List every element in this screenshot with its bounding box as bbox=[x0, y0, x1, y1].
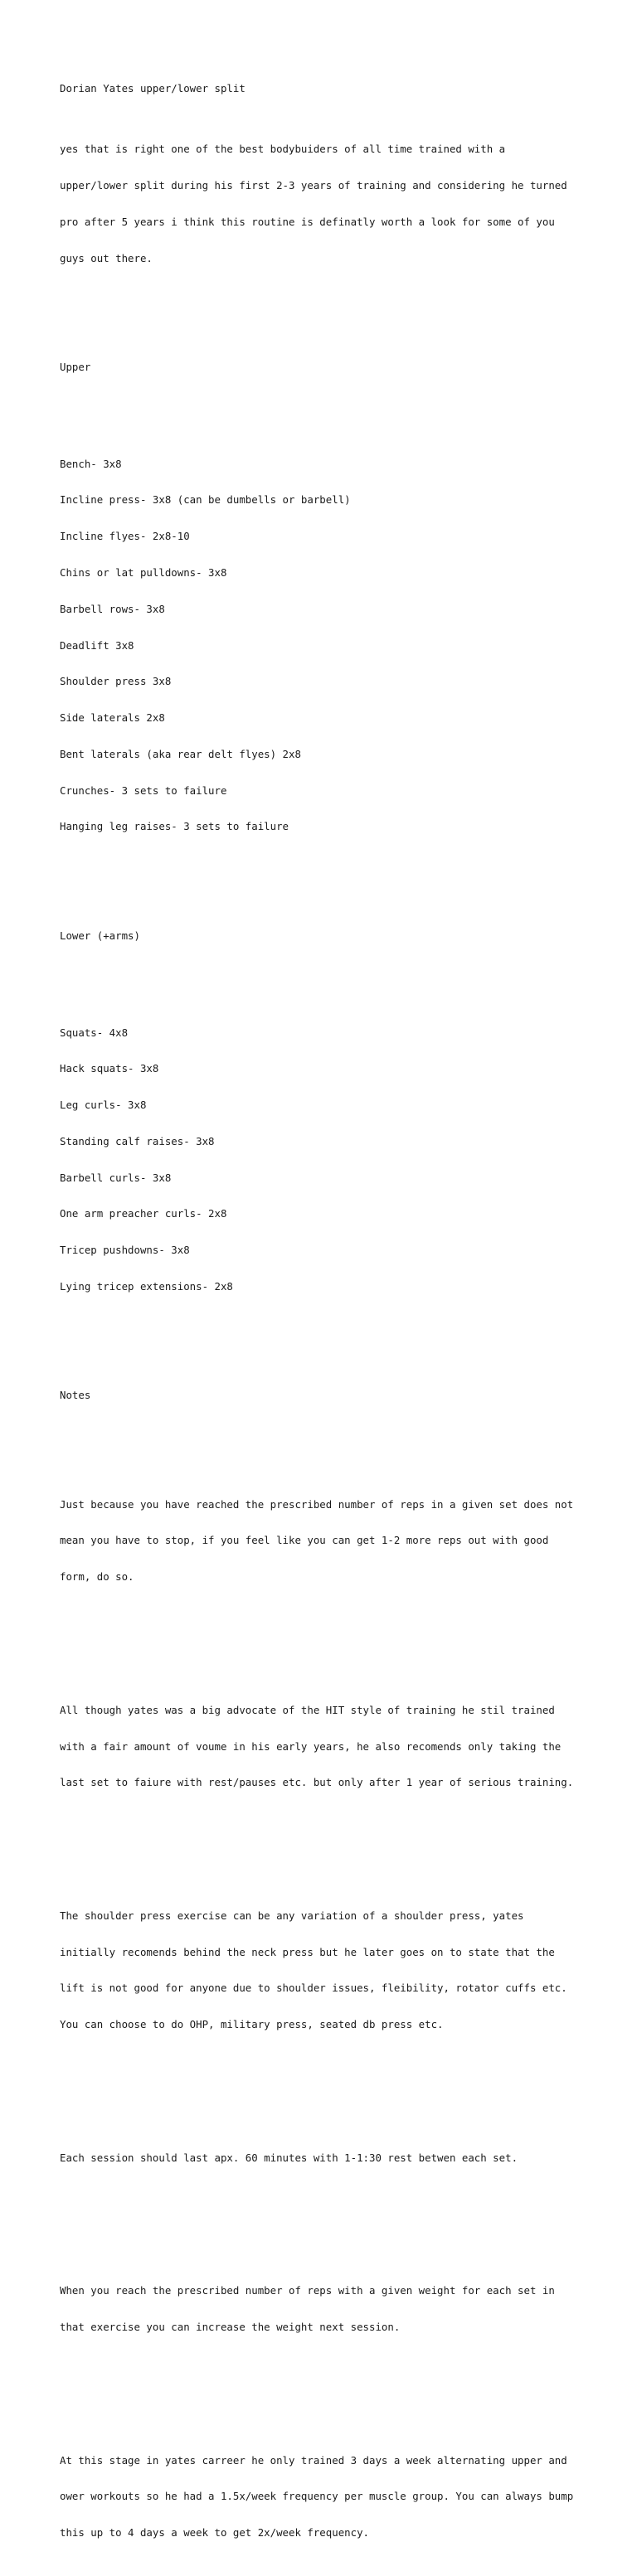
spacer bbox=[60, 398, 607, 410]
note-line: lift is not good for anyone due to shoulder issues, fleibility, rotator cuffs etc. bbox=[60, 1982, 567, 1995]
note-line: initially recomends behind the neck press but he later goes on to state that the bbox=[60, 1945, 555, 1958]
lower-exercise-list bbox=[60, 1002, 607, 1317]
intro-paragraph bbox=[60, 119, 607, 289]
spacer bbox=[60, 2213, 607, 2225]
spacer bbox=[60, 1837, 607, 1850]
spacer bbox=[60, 2382, 607, 2394]
intro-line: yes that is right one of the best bodybuiders of all time trained with a bbox=[60, 143, 506, 156]
lower-heading: Lower (+arms) bbox=[60, 929, 140, 942]
spacer bbox=[60, 2079, 607, 2092]
spacer bbox=[60, 1632, 607, 1644]
note-paragraph bbox=[60, 1886, 607, 2055]
exercise-item: Incline press- 3x8 (can be dumbells or barbell) bbox=[60, 493, 351, 507]
document-title: Dorian Yates upper/lower split bbox=[60, 82, 246, 95]
spacer bbox=[60, 967, 607, 979]
note-line: form, do so. bbox=[60, 1570, 134, 1584]
note-line: You can choose to do OHP, military press, seated db press etc. bbox=[60, 2018, 444, 2031]
intro-line: guys out there. bbox=[60, 251, 153, 264]
note-line: this up to 4 days a week to get 2x/week frequency. bbox=[60, 2526, 369, 2540]
intro-line: pro after 5 years i think this routine is definatly worth a look for some of you bbox=[60, 215, 555, 228]
note-line: last set to faiure with rest/pauses etc. but only after 1 year of serious training. bbox=[60, 1776, 574, 1789]
exercise-item: Barbell curls- 3x8 bbox=[60, 1171, 172, 1184]
spacer bbox=[60, 1426, 607, 1438]
note-paragraph bbox=[60, 1681, 607, 1814]
note-line: Each session should last apx. 60 minutes with 1-1:30 rest betwen each set. bbox=[60, 2151, 518, 2164]
note-paragraph bbox=[60, 2128, 607, 2189]
note-paragraph bbox=[60, 2430, 607, 2564]
document-page bbox=[60, 59, 607, 2576]
note-line: that exercise you can increase the weight next session. bbox=[60, 2321, 401, 2334]
exercise-item: One arm preacher curls- 2x8 bbox=[60, 1207, 227, 1220]
exercise-item: Lying tricep extensions- 2x8 bbox=[60, 1279, 233, 1293]
note-paragraph bbox=[60, 1474, 607, 1608]
note-paragraph bbox=[60, 2261, 607, 2358]
exercise-item: Bent laterals (aka rear delt flyes) 2x8 bbox=[60, 747, 301, 760]
exercise-item: Crunches- 3 sets to failure bbox=[60, 783, 227, 797]
exercise-item: Squats- 4x8 bbox=[60, 1026, 129, 1039]
note-line: with a fair amount of voume in his early years, he also recomends only taking the bbox=[60, 1739, 562, 1753]
exercise-item: Incline flyes- 2x8-10 bbox=[60, 530, 190, 543]
spacer bbox=[60, 1341, 607, 1354]
notes-heading: Notes bbox=[60, 1389, 91, 1402]
exercise-item: Barbell rows- 3x8 bbox=[60, 602, 165, 615]
exercise-item: Side laterals 2x8 bbox=[60, 711, 165, 725]
exercise-item: Standing calf raises- 3x8 bbox=[60, 1134, 215, 1147]
upper-heading: Upper bbox=[60, 360, 91, 373]
note-line: All though yates was a big advocate of the HIT style of training he stil trained bbox=[60, 1703, 555, 1716]
note-line: At this stage in yates carreer he only trained 3 days a week alternating upper and bbox=[60, 2453, 567, 2467]
exercise-item: Hack squats- 3x8 bbox=[60, 1062, 159, 1075]
spacer bbox=[60, 313, 607, 325]
note-line: ower workouts so he had a 1.5x/week frequency per muscle group. You can always bump bbox=[60, 2490, 574, 2503]
exercise-item: Tricep pushdowns- 3x8 bbox=[60, 1244, 190, 1257]
exercise-item: Shoulder press 3x8 bbox=[60, 675, 172, 688]
note-line: The shoulder press exercise can be any variation of a shoulder press, yates bbox=[60, 1909, 524, 1922]
note-line: When you reach the prescribed number of reps with a given weight for each set in bbox=[60, 2284, 555, 2297]
spacer bbox=[60, 881, 607, 894]
exercise-item: Leg curls- 3x8 bbox=[60, 1099, 147, 1112]
upper-exercise-list bbox=[60, 434, 607, 857]
exercise-item: Hanging leg raises- 3 sets to failure bbox=[60, 820, 289, 833]
note-line: Just because you have reached the prescribed number of reps in a given set does not bbox=[60, 1497, 574, 1511]
exercise-item: Chins or lat pulldowns- 3x8 bbox=[60, 565, 227, 579]
exercise-item: Bench- 3x8 bbox=[60, 457, 122, 470]
intro-line: upper/lower split during his first 2-3 years of training and considering he turned bbox=[60, 178, 567, 192]
note-line: mean you have to stop, if you feel like you can get 1-2 more reps out with good bbox=[60, 1534, 549, 1547]
exercise-item: Deadlift 3x8 bbox=[60, 638, 134, 652]
